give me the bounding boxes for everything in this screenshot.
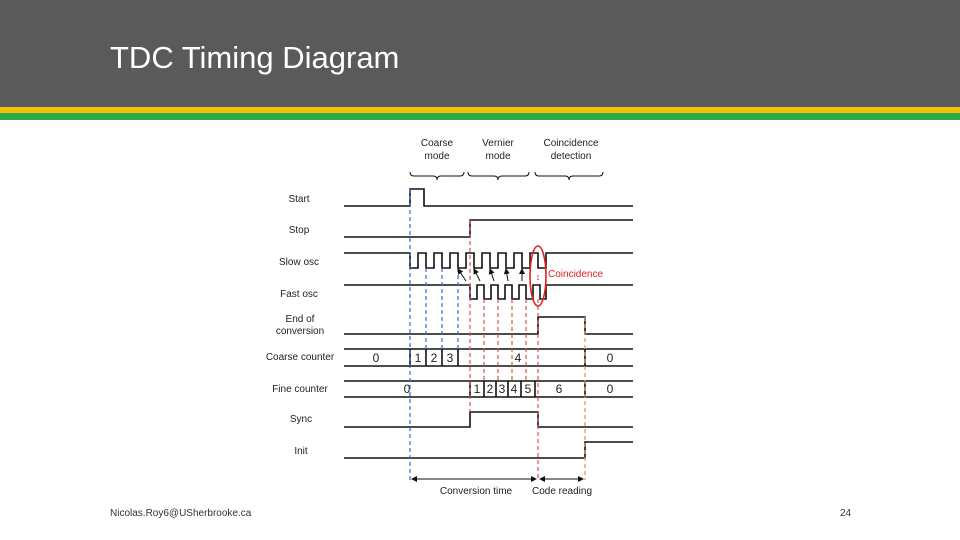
fast-osc-waveform (344, 285, 633, 299)
red-marker-lines (470, 220, 538, 480)
fine-counter-value: 3 (498, 382, 506, 396)
coarse-counter-value: 1 (414, 351, 422, 365)
fine-counter-value: 0 (403, 382, 411, 396)
phase-alignment-arrows (458, 269, 522, 281)
fine-counter-value: 5 (524, 382, 532, 396)
vernier-mode-brace (468, 172, 529, 180)
signal-label-slow-osc: Slow osc (278, 257, 320, 268)
slow-osc-waveform (344, 253, 633, 268)
phase-coincidence-line2: detection (550, 151, 592, 162)
coincidence-marker: ↕ (535, 272, 541, 282)
end-of-conversion-waveform (344, 317, 633, 334)
start-waveform (344, 189, 633, 206)
signal-label-init: Init (294, 446, 308, 457)
signal-label-coarse-counter: Coarse counter (265, 352, 335, 363)
signal-label-eoc-line2: conversion (275, 326, 325, 337)
signal-label-fine-counter: Fine counter (272, 384, 328, 395)
coincidence-brace (535, 172, 603, 180)
init-waveform (344, 442, 633, 458)
phase-vernier-line2: mode (485, 151, 511, 162)
phase-coarse-line2: mode (424, 151, 450, 162)
coincidence-label: Coincidence (548, 269, 604, 280)
coarse-counter-value: 3 (446, 351, 454, 365)
fine-counter-value: 0 (606, 382, 614, 396)
coarse-counter-value: 0 (606, 351, 614, 365)
signal-label-sync: Sync (289, 414, 313, 425)
signal-label-start: Start (288, 194, 310, 205)
fine-counter-value: 1 (473, 382, 481, 396)
signal-label-stop: Stop (288, 225, 310, 236)
conversion-time-label: Conversion time (439, 486, 513, 497)
slide-title: TDC Timing Diagram (110, 40, 400, 75)
sync-waveform (344, 412, 633, 427)
fine-counter-value: 6 (555, 382, 563, 396)
fine-counter-value: 4 (510, 382, 518, 396)
coarse-counter-value: 2 (430, 351, 438, 365)
coarse-counter-value: 4 (514, 351, 522, 365)
page-number: 24 (840, 508, 852, 519)
coarse-counter-value: 0 (372, 351, 380, 365)
coarse-mode-brace (410, 172, 464, 180)
signal-label-eoc-line1: End of (285, 314, 315, 325)
code-reading-label: Code reading (531, 486, 593, 497)
footer-email: Nicolas.Roy6@USherbrooke.ca (110, 508, 252, 519)
phase-vernier-line1: Vernier (482, 138, 514, 149)
stop-waveform (344, 220, 633, 237)
phase-coarse-line1: Coarse (420, 138, 454, 149)
signal-label-fast-osc: Fast osc (280, 289, 318, 300)
phase-coincidence-line1: Coincidence (543, 138, 599, 149)
fine-counter-value: 2 (486, 382, 494, 396)
